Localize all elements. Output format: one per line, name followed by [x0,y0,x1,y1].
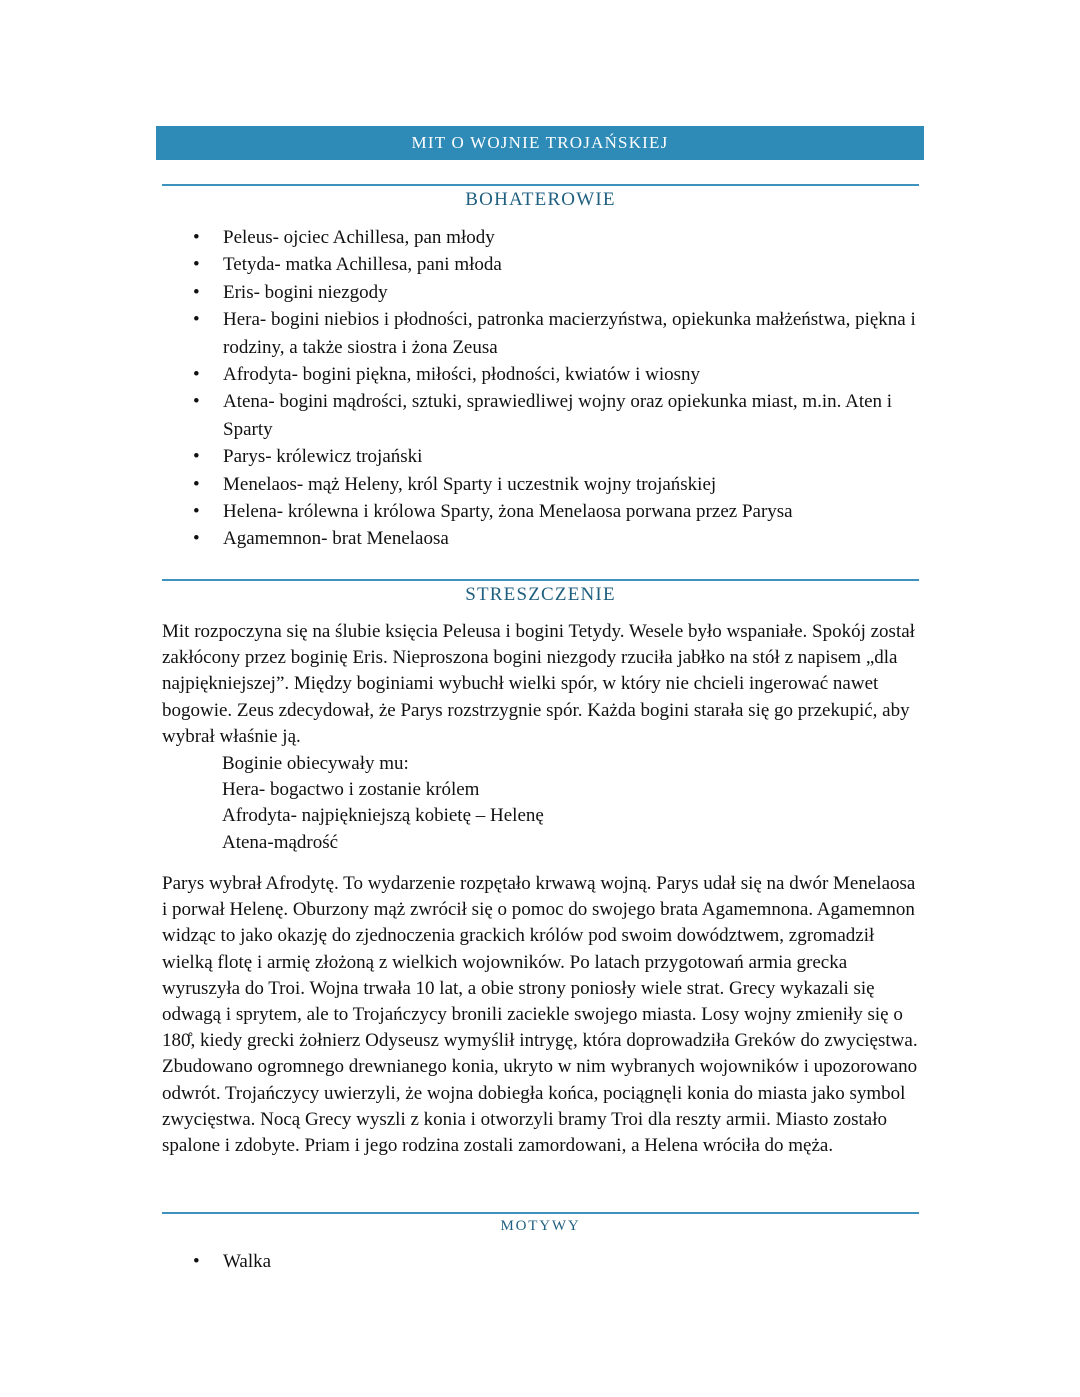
list-item: • Parys- królewicz trojański [162,443,922,470]
summary-heading: STRESZCZENIE [465,584,616,605]
promises-line: Hera- bogactwo i zostanie królem [222,779,480,801]
list-item: • Eris- bogini niezgody [162,279,922,306]
summary-paragraph-1: Mit rozpoczyna się na ślubie księcia Peleusa i bogini Tetydy. Wesele było wspaniałe. Spokój został zakłócony przez boginię Eris. Nieproszona bogini niezgody rzuciła jabłko na stół z napisem „dla najpiękniejszej”. Między boginiami wybuchł wielki spór, w który nie chcieli ingerować nawet bogowie. Zeus zdecydował, że Parys rozstrzygnie spór. Każda bogini starała się go przekupić, aby wybrał właśnie ją. [162,621,915,747]
summary-divider [162,579,919,581]
motifs-heading: MOTYWY [500,1218,581,1234]
promises-block [222,751,822,856]
list-item: • Tetyda- matka Achillesa, pani młoda [162,251,922,278]
list-item: • Afrodyta- bogini piękna, miłości, płodności, kwiatów i wiosny [162,361,922,388]
summary-paragraph-2: Parys wybrał Afrodytę. To wydarzenie rozpętało krwawą wojną. Parys udał się na dwór Menelaosa i porwał Helenę. Oburzony mąż zwrócił się o pomoc do swojego brata Agamemnona. Agamemnon widząc to jako okazję do zjednoczenia grackich królów pod swoim dowództwem, zgromadził wielką flotę i armię złożoną z wielkich wojowników. Po latach przygotowań armia grecka wyruszyła do Troi. Wojna trwała 10 lat, a obie strony poniosły wiele strat. Grecy wykazali się odwagą i sprytem, ale to Trojańczycy bronili zaciekle swojego miasta. Losy wojny zmieniły się o 180̊, kiedy grecki żołnierz Odyseusz wymyślił intrygę, która doprowadziła Greków do zwycięstwa. Zbudowano ogromnego drewnianego konia, ukryto w nim wybranych wojowników i upozorowano odwrót. Trojańczycy uwierzyli, że wojna dobiegła końca, pociągnęli konia do miasta jako symbol zwycięstwa. Nocą Grecy wyszli z konia i otworzyli bramy Troi dla reszty armii. Miasto zostało spalone i zdobyte. Priam i jego rodzina zostali zamordowani, a Helena wróciła do męża. [162,873,918,1157]
list-item: • Peleus- ojciec Achillesa, pan młody [162,224,922,251]
list-item: • Helena- królewna i królowa Sparty, żona Menelaosa porwana przez Parysa [162,498,922,525]
document-title: MIT O WOJNIE TROJAŃSKIEJ [156,126,924,160]
motifs-divider [162,1212,919,1214]
heroes-divider [162,184,919,186]
promises-line: Boginie obiecywały mu: [222,753,409,774]
list-item: • Hera- bogini niebios i płodności, patronka macierzyństwa, opiekunka małżeństwa, piękna i rodziny, a także siostra i żona Zeusa [162,306,922,361]
list-item: • Walka [162,1248,922,1275]
list-item: • Atena- bogini mądrości, sztuki, sprawiedliwej wojny oraz opiekunka miast, m.in. Aten i Sparty [162,388,922,443]
promises-line: Afrodyta- najpiękniejszą kobietę – Helenę [222,805,544,827]
promises-line: Atena-mądrość [222,831,339,853]
heroes-heading: BOHATEROWIE [465,189,616,210]
list-item: • Agamemnon- brat Menelaosa [162,525,922,552]
motifs-list [162,1248,922,1275]
list-item: • Menelaos- mąż Heleny, król Sparty i uczestnik wojny trojańskiej [162,471,922,498]
heroes-list [162,224,922,553]
